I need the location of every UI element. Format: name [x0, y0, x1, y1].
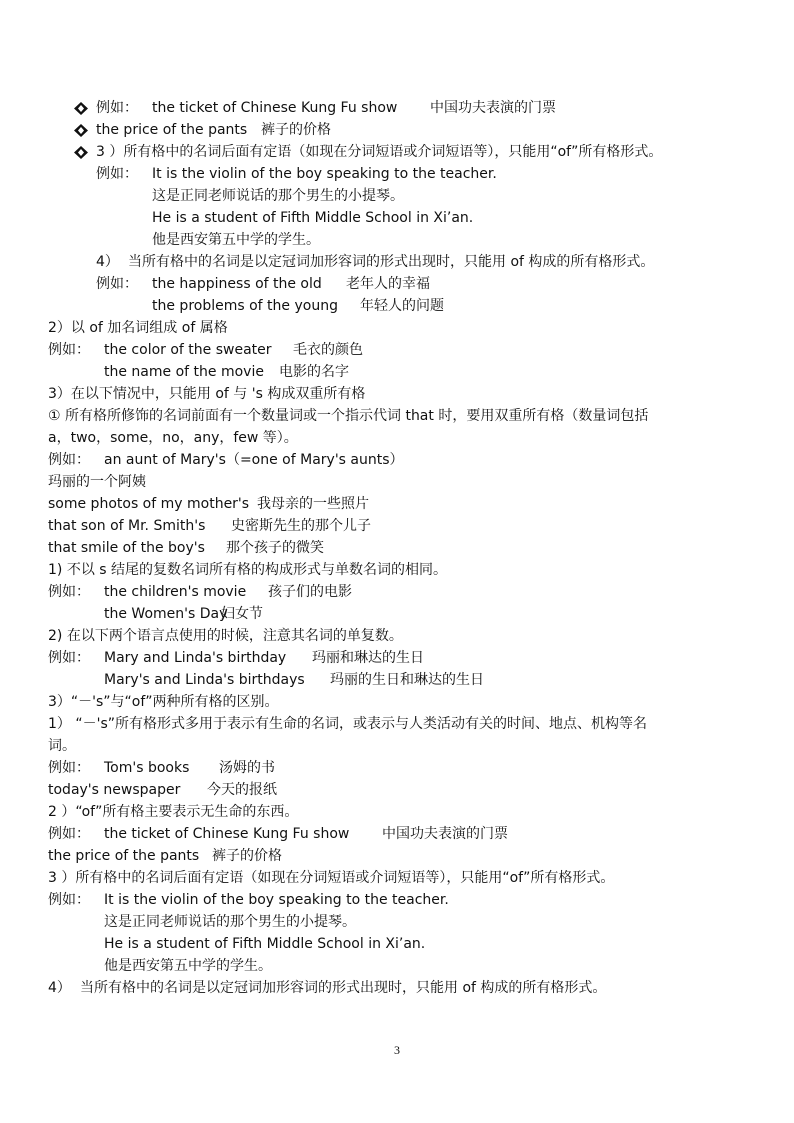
paragraph-text: ① 所有格所修饰的名词前面有一个数量词或一个指示代词 that 时，要用双重所有格（数量词包括 [48, 408, 649, 424]
example-label: 例如： [96, 166, 138, 182]
example-sentence: It is the violin of the boy speaking to the teacher. [104, 892, 449, 908]
example-sentence: It is the violin of the boy speaking to the teacher. [152, 166, 497, 182]
paragraph-text: 词。 [48, 738, 76, 754]
example-label: 例如： [48, 650, 90, 666]
chinese-translation: 孩子们的电影 [268, 584, 352, 600]
rule-text: 3 ）所有格中的名词后面有定语（如现在分词短语或介词短语等），只能用“of”所有格形式。 [48, 870, 615, 886]
chinese-translation: 中国功夫表演的门票 [382, 826, 508, 842]
english-phrase: the children's movie [104, 584, 247, 600]
example-label: 例如： [48, 584, 90, 600]
example-sentence: 他是西安第五中学的学生。 [152, 232, 320, 248]
english-phrase: an aunt of Mary's（=one of Mary's aunts） [104, 452, 404, 468]
english-phrase: the price of the pants [48, 848, 200, 864]
english-phrase: the ticket of Chinese Kung Fu show [104, 826, 350, 842]
heading-text: 2）以 of 加名词组成 of 属格 [48, 320, 228, 336]
page-number: 3 [394, 1043, 400, 1057]
english-phrase: Mary and Linda's birthday [104, 650, 287, 666]
heading-text: 3）“－'s”与“of”两种所有格的区别。 [48, 694, 279, 710]
example-label: 例如： [48, 826, 90, 842]
english-phrase: the name of the movie [104, 364, 264, 380]
english-phrase: the happiness of the old [152, 276, 322, 292]
chinese-translation: 今天的报纸 [207, 782, 277, 798]
chinese-translation: 玛丽和琳达的生日 [312, 650, 424, 666]
chinese-translation: 史密斯先生的那个儿子 [231, 518, 371, 534]
diamond-bullet-icon [74, 141, 90, 163]
example-sentence: 这是正同老师说话的那个男生的小提琴。 [152, 188, 404, 204]
english-phrase: the ticket of Chinese Kung Fu show [152, 100, 398, 116]
chinese-translation: 毛衣的颜色 [293, 342, 363, 358]
rule-text: 2) 在以下两个语言点使用的时候，注意其名词的单复数。 [48, 628, 403, 644]
example-label: 例如： [96, 276, 138, 292]
chinese-translation: 中国功夫表演的门票 [430, 100, 556, 116]
example-label: 例如： [48, 452, 90, 468]
rule-number: 4） [48, 980, 71, 996]
english-phrase: that son of Mr. Smith's [48, 518, 206, 534]
example-label: 例如： [48, 342, 90, 358]
diamond-bullet-icon [74, 97, 90, 119]
chinese-translation: 汤姆的书 [219, 760, 275, 776]
example-sentence: He is a student of Fifth Middle School in Xi’an. [152, 210, 474, 226]
english-phrase: the color of the sweater [104, 342, 272, 358]
rule-text: 当所有格中的名词是以定冠词加形容词的形式出现时，只能用 of 构成的所有格形式。 [128, 254, 655, 270]
chinese-translation: 裤子的价格 [261, 122, 331, 138]
chinese-translation: 玛丽的一个阿姨 [48, 474, 146, 490]
chinese-translation: 我母亲的一些照片 [257, 496, 369, 512]
example-sentence: He is a student of Fifth Middle School in Xi’an. [104, 936, 426, 952]
chinese-translation: 裤子的价格 [212, 848, 282, 864]
diamond-bullet-icon [74, 119, 90, 141]
example-sentence: 他是西安第五中学的学生。 [104, 958, 272, 974]
example-label: 例如： [96, 100, 138, 116]
example-label: 例如： [48, 760, 90, 776]
example-sentence: 这是正同老师说话的那个男生的小提琴。 [104, 914, 356, 930]
rule-number: 4） [96, 254, 119, 270]
english-phrase: the Women's Day [104, 606, 228, 622]
example-label: 例如： [48, 892, 90, 908]
english-phrase: that smile of the boy's [48, 540, 205, 556]
english-phrase: some photos of my mother's [48, 496, 250, 512]
rule-text: 3 ）所有格中的名词后面有定语（如现在分词短语或介词短语等），只能用“of”所有格形式。 [96, 144, 663, 160]
english-phrase: the problems of the young [152, 298, 338, 314]
chinese-translation: 妇女节 [221, 606, 263, 622]
english-phrase: the price of the pants [96, 122, 248, 138]
chinese-translation: 电影的名字 [279, 364, 349, 380]
english-phrase: Mary's and Linda's birthdays [104, 672, 305, 688]
english-phrase: today's newspaper [48, 782, 181, 798]
chinese-translation: 那个孩子的微笑 [226, 540, 324, 556]
rule-text: 当所有格中的名词是以定冠词加形容词的形式出现时，只能用 of 构成的所有格形式。 [80, 980, 607, 996]
english-phrase: Tom's books [104, 760, 190, 776]
paragraph-text: 1） “－'s”所有格形式多用于表示有生命的名词，或表示与人类活动有关的时间、地点、机构等名 [48, 716, 648, 732]
chinese-translation: 年轻人的问题 [360, 298, 444, 314]
chinese-translation: 老年人的幸福 [346, 276, 430, 292]
rule-text: 1) 不以 s 结尾的复数名词所有格的构成形式与单数名词的相同。 [48, 562, 448, 578]
rule-text: 2 ）“of”所有格主要表示无生命的东西。 [48, 804, 299, 820]
chinese-translation: 玛丽的生日和琳达的生日 [330, 672, 484, 688]
heading-text: 3）在以下情况中，只能用 of 与 's 构成双重所有格 [48, 386, 366, 402]
paragraph-text: a，two，some，no，any，few 等）。 [48, 430, 298, 446]
